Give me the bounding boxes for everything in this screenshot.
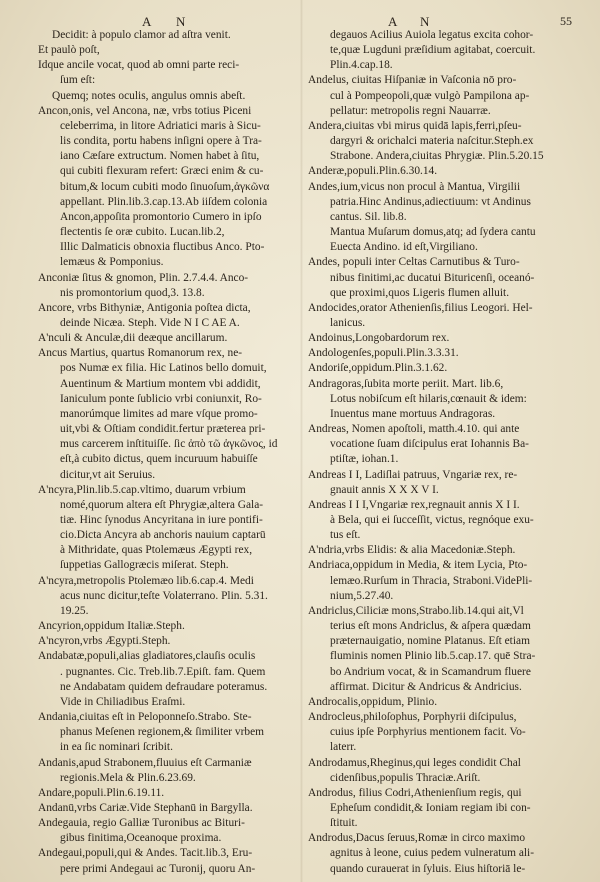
text-line: degauos Acilius Auiola legatus excita cohor- (330, 29, 534, 41)
text-line: 19.25. (60, 604, 89, 617)
text-line: laterr. (330, 741, 357, 754)
text-line: cul à Pompeopoli,quæ vulgò Pampilona ap- (330, 89, 530, 102)
page-fold-shadow (300, 0, 303, 882)
text-line: ſum eſt: (60, 74, 96, 87)
text-line: Lotus nobiſcum eſt hilaris,cœnauit & idem: (330, 392, 527, 405)
text-line: Vide in Chiliadibus Eraſmi. (60, 695, 186, 708)
text-line: Auentinum & Martium montem vbi addidit, (60, 377, 261, 390)
text-line: lanicus. (330, 316, 366, 329)
text-line: Andocides,orator Athenienſis,filius Leogori. Hel- (308, 301, 533, 314)
text-line: A'ncyra,metropolis Ptolemæo lib.6.cap.4. Medi (38, 574, 254, 587)
text-line: Andoriſe,oppidum.Plin.3.1.62. (308, 362, 448, 375)
header-letter-right-1: A (388, 14, 400, 29)
text-line: Andania,ciuitas eſt in Peloponneſo.Strabo. Ste- (38, 711, 252, 724)
text-line: Ancus Martius, quartus Romanorum rex, ne- (38, 347, 243, 360)
text-line: Ancon,appoſita promontorio Cumero in ipſo (60, 210, 262, 223)
running-header (0, 8, 600, 30)
text-line: Anderæ,populi.Plin.6.30.14. (308, 165, 438, 178)
text-line: Inuentus mane mortuus Andragoras. (330, 407, 496, 420)
text-line: Andanis,apud Strabonem,fluuius eſt Carmaniæ (38, 756, 252, 769)
text-line: Androcalis,oppidum, Plinio. (308, 695, 438, 708)
text-line: agnitus à leone, cuius pedem vulneratum ali- (330, 847, 535, 860)
text-line: Andare,populi.Plin.6.19.11. (38, 786, 165, 799)
text-line: pellatur: metropolis regni Nauarræ. (330, 104, 491, 117)
text-line: Mantua Muſarum domus,atq; ad ſydera cantu (330, 226, 536, 239)
text-line: Andes,ium,vicus non procul à Mantua, Virgilii (308, 180, 521, 193)
text-line: ſtituit. (330, 817, 358, 830)
text-line: Ancore, vrbs Bithyniæ, Antigonia poſtea dicta, (38, 301, 251, 314)
text-line: tiæ. Hinc ſynodus Ancyritana in iure pontifi- (60, 514, 263, 526)
text-line: Andreas, Nomen apoſtoli, matth.4.10. qui ante (308, 423, 520, 436)
text-line: ne Andabatam quidem defraudare poteramus. (60, 680, 268, 693)
text-line: lemæo.Rurſum in Thracia, Straboni.VidePli- (330, 574, 533, 587)
text-line: eſt,à cubito dictus, quem incuruum habuiſſe (60, 453, 258, 466)
text-line: à Mithridate, quas Ptolemæus Ægypti rex, (60, 544, 253, 557)
text-line: Androdus,Dacus ſeruus,Romæ in circo maximo (308, 832, 526, 845)
text-line: tus eſt. (330, 529, 361, 542)
text-line: Androdamus,Rheginus,qui leges condidit Chal (308, 756, 521, 769)
text-line: Andriaca,oppidum in Media, & item Lycia, Pto- (308, 559, 528, 572)
text-line: Anconiæ ſitus & gnomon, Plin. 2.7.4.4. Anco- (38, 271, 249, 284)
text-line: Andes, populi inter Celtas Carnutibus & Turo- (308, 256, 520, 269)
text-line: nium,5.27.40. (330, 589, 394, 602)
text-line: bitum,& locum cubiti modo ſinuoſum,ἀγκῶνα (60, 180, 270, 193)
text-line: iano Cæſare extructum. Nomen habet à ſitu, (60, 150, 260, 163)
text-line: terius eſt mons Andriclus, & aſpera quædam (330, 620, 531, 633)
text-line: nibus finitimi,ac ducatui Bituricenſi, oceanó- (330, 271, 535, 284)
text-line: A'ncyron,vrbs Ægypti.Steph. (38, 635, 171, 648)
text-line: ptiſtæ, iohan.1. (330, 453, 399, 466)
text-line: Ianiculum ponte ſublicio vrbi coniunxit, Ro- (60, 392, 262, 405)
text-line: Plin.4.cap.18. (330, 59, 393, 72)
text-line: gnauit annis X X X V I. (330, 483, 439, 496)
text-line: deinde Nicæa. Steph. Vide N I C AE A. (60, 316, 240, 329)
text-line: lis condita, portu habens inſigni opere à Tra- (60, 135, 262, 148)
text-line: Androcleus,philoſophus, Porphyrii diſcipulus, (308, 711, 517, 724)
header-letter-right-2: N (420, 14, 432, 29)
text-line: appellant. Plin.lib.3.cap.13.Ab iiſdem colonia (60, 195, 268, 208)
text-line: præternauigatio, nomine Platanus. Eſt etiam (330, 635, 530, 648)
text-line: regionis.Mela & Plin.6.23.69. (60, 771, 196, 784)
text-line: Illic Dalmaticis obnoxia fluctibus Anco. Pto- (60, 241, 265, 254)
text-line: gibus finitima,Oceanoque proxima. (60, 832, 222, 845)
text-line: Ancyrion,oppidum Italiæ.Steph. (38, 620, 185, 633)
text-line: Andragoras,ſubita morte periit. Mart. lib.6, (308, 377, 504, 390)
text-line: Andreas I I I,Vngariæ rex,regnauit annis X I I. (308, 498, 520, 511)
text-line: Idque ancile vocat, quod ab omni parte reci- (38, 59, 240, 72)
text-line: que proximi,quos Ligeris flumen alluit. (330, 286, 510, 299)
text-line: quando curauerat in ſyluis. Eius hiſtoriā le- (330, 862, 526, 875)
text-line: Strabone. Andera,ciuitas Phrygiæ. Plin.5.20.15 (330, 150, 544, 163)
text-line: Andabatæ,populi,alias gladiatores,clauſis oculis (38, 650, 256, 663)
header-letter-left-2: N (176, 14, 188, 29)
header-letter-left-1: A (142, 14, 154, 29)
left-column (38, 28, 296, 877)
text-line: nomé,quorum altera eſt Phrygiæ,altera Gala- (60, 498, 264, 511)
text-line: flectentis ſe oræ cubito. Lucan.lib.2, (60, 226, 225, 239)
text-line: Andologenſes,populi.Plin.3.3.31. (308, 347, 459, 360)
text-line: cantus. Sil. lib.8. (330, 210, 407, 223)
text-line: dicitur,vt ait Seruius. (60, 468, 156, 481)
text-line: pos Numæ ex filia. Hic Latinos bello domuit, (60, 362, 267, 375)
text-line: A'ndria,vrbs Elidis: & alia Macedoniæ.Steph. (308, 544, 516, 557)
text-line: Et paulò poſt, (38, 44, 100, 57)
text-line: in ea ſic nominari ſcribit. (60, 741, 173, 754)
text-line: Ancon,onis, vel Ancona, næ, vrbs totius Piceni (38, 104, 252, 117)
text-line: cuius ipſe Porphyrius mentionem facit. Vo- (330, 726, 526, 739)
text-line: . pugnantes. Cic. Treb.lib.7.Epiſt. fam. Quem (60, 665, 266, 678)
text-line: cidenſibus,populis Thraciæ.Ariſt. (330, 771, 481, 784)
text-line: patria.Hinc Andinus,adiectiuum: vt Andinus (330, 195, 531, 208)
text-line: affirmat. Dicitur & Andricus & Andricius. (330, 680, 522, 693)
text-line: Andegauia, regio Galliæ Turonibus ac Bituri- (38, 817, 245, 830)
text-line: Andriclus,Ciliciæ mons,Strabo.lib.14.qui ait,Vl (308, 604, 524, 617)
text-line: ſuppetias Gallogræcis miſerat. Steph. (60, 559, 229, 572)
text-line: Epheſum condidit,& Ioniam regiam ibi con- (330, 801, 531, 814)
text-line: manorúmque limites ad mare vſque promo- (60, 407, 258, 420)
right-column (308, 28, 570, 877)
text-line: pere primi Andegaui ac Turonij, quoru An- (60, 862, 256, 875)
text-line: Quemq; notes oculis, angulus omnis abeſt. (52, 89, 246, 102)
text-line: Andoinus,Longobardorum rex. (308, 332, 450, 345)
text-line: A'nculi & Anculæ,dii deæque ancillarum. (38, 332, 228, 345)
text-line: vocatione ſuam diſcipulus erat Iohannis Ba- (330, 438, 529, 451)
text-line: qui cubiti flexuram refert: Græci enim & cu- (60, 165, 264, 178)
text-line: à Bela, qui ei ſucceſſit, victus, regnóque exu- (330, 514, 534, 526)
text-line: A'ncyra,Plin.lib.5.cap.vltimo, duarum vrbium (38, 483, 246, 496)
text-line: fluminis nomen Plinio lib.5.cap.17. quē Stra- (330, 650, 536, 663)
text-line: phanus Meſenen regionem,& ſimiliter vrbem (60, 726, 265, 739)
text-line: Andreas I I, Ladiſlai patruus, Vngariæ rex, re- (308, 468, 518, 481)
text-line: Androdus, filius Codri,Athenienſium regis, qui (308, 786, 522, 799)
text-line: Andelus, ciuitas Hiſpaniæ in Vaſconia nō pro- (308, 74, 517, 87)
text-line: dargyri & orichalci materia naſcitur.Steph.ex (330, 135, 534, 148)
text-line: Andanū,vrbs Cariæ.Vide Stephanū in Bargylla. (38, 801, 253, 814)
text-line: Andegaui,populi,qui & Andes. Tacit.lib.3, Eru- (38, 847, 253, 860)
text-line: Andera,ciuitas vbi mirus quidā lapis,ferri,pſeu- (308, 119, 522, 132)
text-line: Euecta Andino. id eſt,Virgiliano. (330, 241, 478, 254)
text-line: lemæus & Pomponius. (60, 256, 164, 269)
text-line: bo Andrium vocat, & in Scamandrum fluere (330, 665, 531, 678)
text-line: acus nunc dicitur,teſte Volaterrano. Plin. 5.31. (60, 589, 268, 602)
text-line: nis promontorium quod,3. 13.8. (60, 286, 205, 299)
text-line: uit,vbi & Oſtiam condidit.fertur præterea pri- (60, 423, 266, 436)
text-line: Decidit: à populo clamor ad aſtra venit. (52, 29, 231, 41)
text-line: te,quæ Lugduni præſidium agitabat, coercuit. (330, 44, 536, 57)
page-number: 55 (560, 14, 572, 28)
text-line: cio.Dicta Ancyra ab anchoris nauium captarū (60, 529, 266, 542)
text-line: mus carcerem inſtituiſſe. ſic ἀπὸ τῶ ἀγκῶνος, id (60, 438, 278, 451)
text-line: celeberrima, in litore Adriatici maris à Sicu- (60, 119, 261, 132)
